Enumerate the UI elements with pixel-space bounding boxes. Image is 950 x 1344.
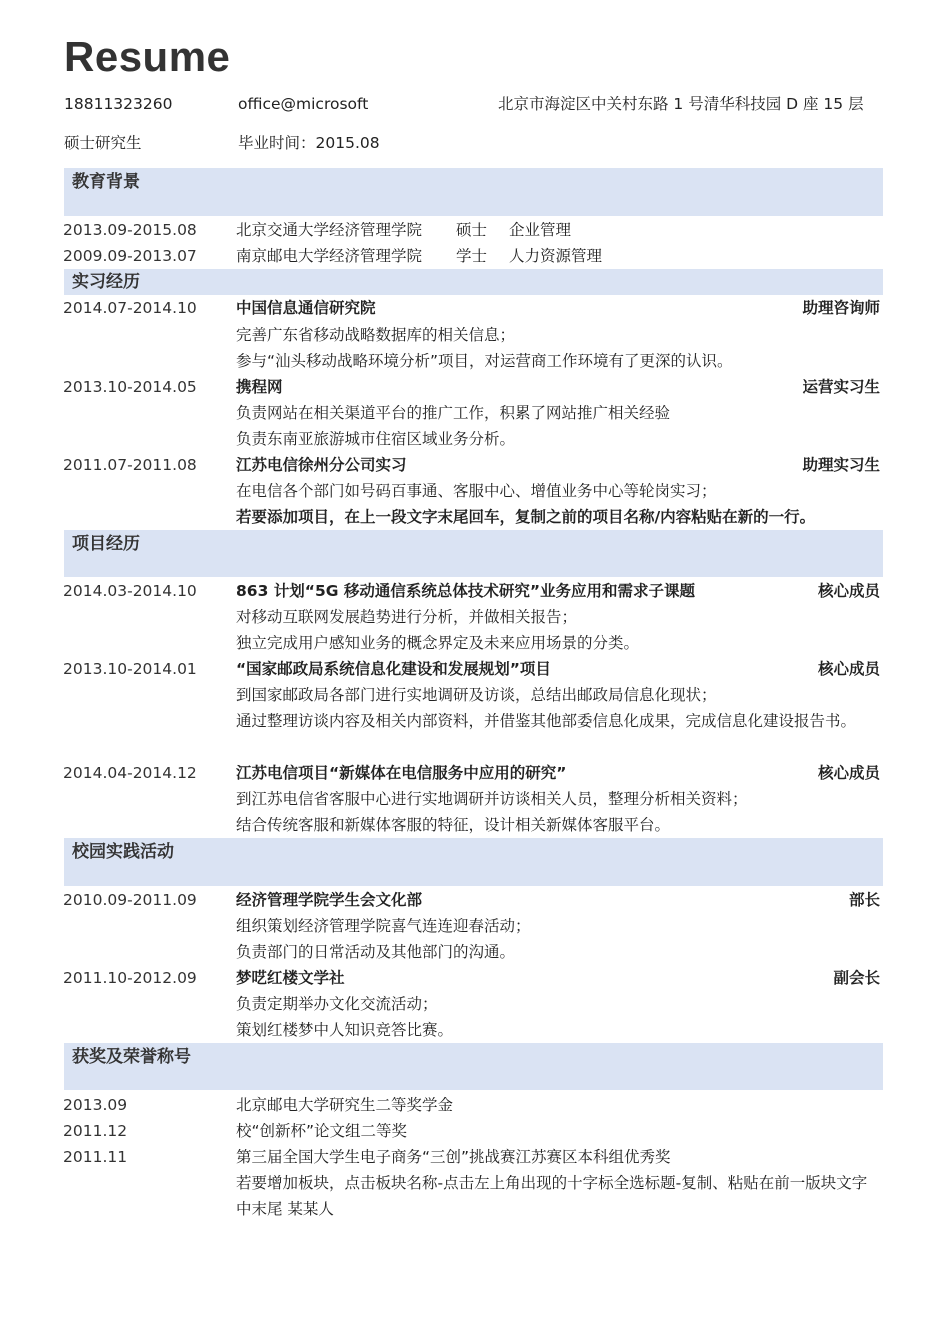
section-title: 项目经历 [72,534,140,554]
section-header-campus [64,838,883,886]
section-header-internship [64,269,883,295]
date: 2011.07-2011.08 [63,456,197,474]
award-row [0,1092,950,1118]
role-title: 运营实习生 [802,378,880,396]
degree-level: 硕士研究生 [64,134,142,152]
description-line: 对移动互联网发展趋势进行分析，并做相关报告； [236,608,578,626]
home-address: 北京市海淀区中关村东路 1 号清华科技园 D 座 15 层 [498,95,864,113]
phone-number: 18811323260 [64,95,173,113]
description-line: 在电信各个部门如号码百事通、客服中心、增值业务中心等轮岗实习； [236,482,717,500]
date: 2013.09 [63,1096,128,1114]
page-title: Resume [64,33,231,80]
graduation-date: 毕业时间：2015.08 [238,134,380,152]
description-line: 通过整理访谈内容及相关内部资料，并借鉴其他部委信息化成果，完成信息化建设报告书。 [236,712,857,730]
description-line: 负责网站在相关渠道平台的推广工作，积累了网站推广相关经验 [236,404,671,422]
section-header-projects [64,530,883,577]
major: 企业管理 [509,221,572,239]
description-line: 到国家邮政局各部门进行实地调研及访谈，总结出邮政局信息化现状； [236,686,717,704]
date: 2011.11 [63,1148,128,1166]
section-header-education [64,168,883,216]
description-line: 负责定期举办文化交流活动； [236,995,438,1013]
description-line: 负责部门的日常活动及其他部门的沟通。 [236,943,516,961]
role-title: 核心成员 [817,660,880,678]
section-title: 教育背景 [72,172,140,192]
email-address: office@microsoft [238,95,369,113]
organization-name: 梦呓红楼文学社 [236,969,345,987]
organization-name: 携程网 [236,378,283,396]
date: 2011.12 [63,1122,128,1140]
date: 2013.09-2015.08 [63,221,197,239]
organization-name: 中国信息通信研究院 [236,299,376,317]
award-row [0,1118,950,1144]
section-title: 校园实践活动 [72,842,174,862]
award-name: 北京邮电大学研究生二等奖学金 [236,1096,454,1114]
section-title: 获奖及荣誉称号 [72,1047,191,1067]
description-line: 完善广东省移动战略数据库的相关信息； [236,326,516,344]
project-row [0,656,950,682]
project-name: “国家邮政局系统信息化建设和发展规划”项目 [236,660,551,678]
role-title: 核心成员 [817,764,880,782]
project-name: 863 计划“5G 移动通信系统总体技术研究”业务应用和需求子课题 [236,582,696,600]
section-title: 实习经历 [72,272,140,292]
internship-row [0,295,950,321]
date: 2010.09-2011.09 [63,891,197,909]
organization-name: 经济管理学院学生会文化部 [236,891,423,909]
date: 2013.10-2014.01 [63,660,197,678]
description-line: 参与“汕头移动战略环境分析”项目，对运营商工作环境有了更深的认识。 [236,352,733,370]
school-name: 南京邮电大学经济管理学院 [236,247,423,265]
date: 2013.10-2014.05 [63,378,197,396]
date: 2014.04-2014.12 [63,764,197,782]
role-title: 助理咨询师 [802,299,880,317]
degree: 硕士 [456,221,488,239]
award-name: 校“创新杯”论文组二等奖 [236,1122,408,1140]
template-note: 若要添加项目，在上一段文字末尾回车，复制之前的项目名称/内容粘贴在新的一行。 [236,508,816,526]
organization-name: 江苏电信徐州分公司实习 [236,456,407,474]
activity-row [0,887,950,913]
activity-row [0,965,950,991]
description-line: 组织策划经济管理学院喜气连连迎春活动； [236,917,531,935]
date: 2014.07-2014.10 [63,299,197,317]
education-row [0,243,950,269]
award-name: 第三届全国大学生电子商务“三创”挑战赛江苏赛区本科组优秀奖 [236,1148,671,1166]
internship-row [0,452,950,478]
role-title: 部长 [848,891,880,909]
role-title: 核心成员 [817,582,880,600]
date: 2014.03-2014.10 [63,582,197,600]
degree: 学士 [456,247,488,265]
role-title: 副会长 [833,969,880,987]
description-line: 独立完成用户感知业务的概念界定及未来应用场景的分类。 [236,634,640,652]
award-row [0,1144,950,1170]
project-row [0,760,950,786]
internship-row [0,374,950,400]
major: 人力资源管理 [509,247,603,265]
description-line: 结合传统客服和新媒体客服的特征，设计相关新媒体客服平台。 [236,816,671,834]
education-row [0,217,950,243]
project-row [0,578,950,604]
section-header-awards [64,1043,883,1090]
school-name: 北京交通大学经济管理学院 [236,221,423,239]
project-name: 江苏电信项目“新媒体在电信服务中应用的研究” [236,764,567,782]
template-note: 若要增加板块，点击板块名称-点击左上角出现的十字标全选标题-复制、粘贴在前一版块文字中末尾 某某人 [236,1174,868,1218]
date: 2009.09-2013.07 [63,247,197,265]
description-line: 到江苏电信省客服中心进行实地调研并访谈相关人员，整理分析相关资料； [236,790,748,808]
description-line: 策划红楼梦中人知识竞答比赛。 [236,1021,454,1039]
description-line: 负责东南亚旅游城市住宿区域业务分析。 [236,430,516,448]
date: 2011.10-2012.09 [63,969,197,987]
role-title: 助理实习生 [802,456,880,474]
